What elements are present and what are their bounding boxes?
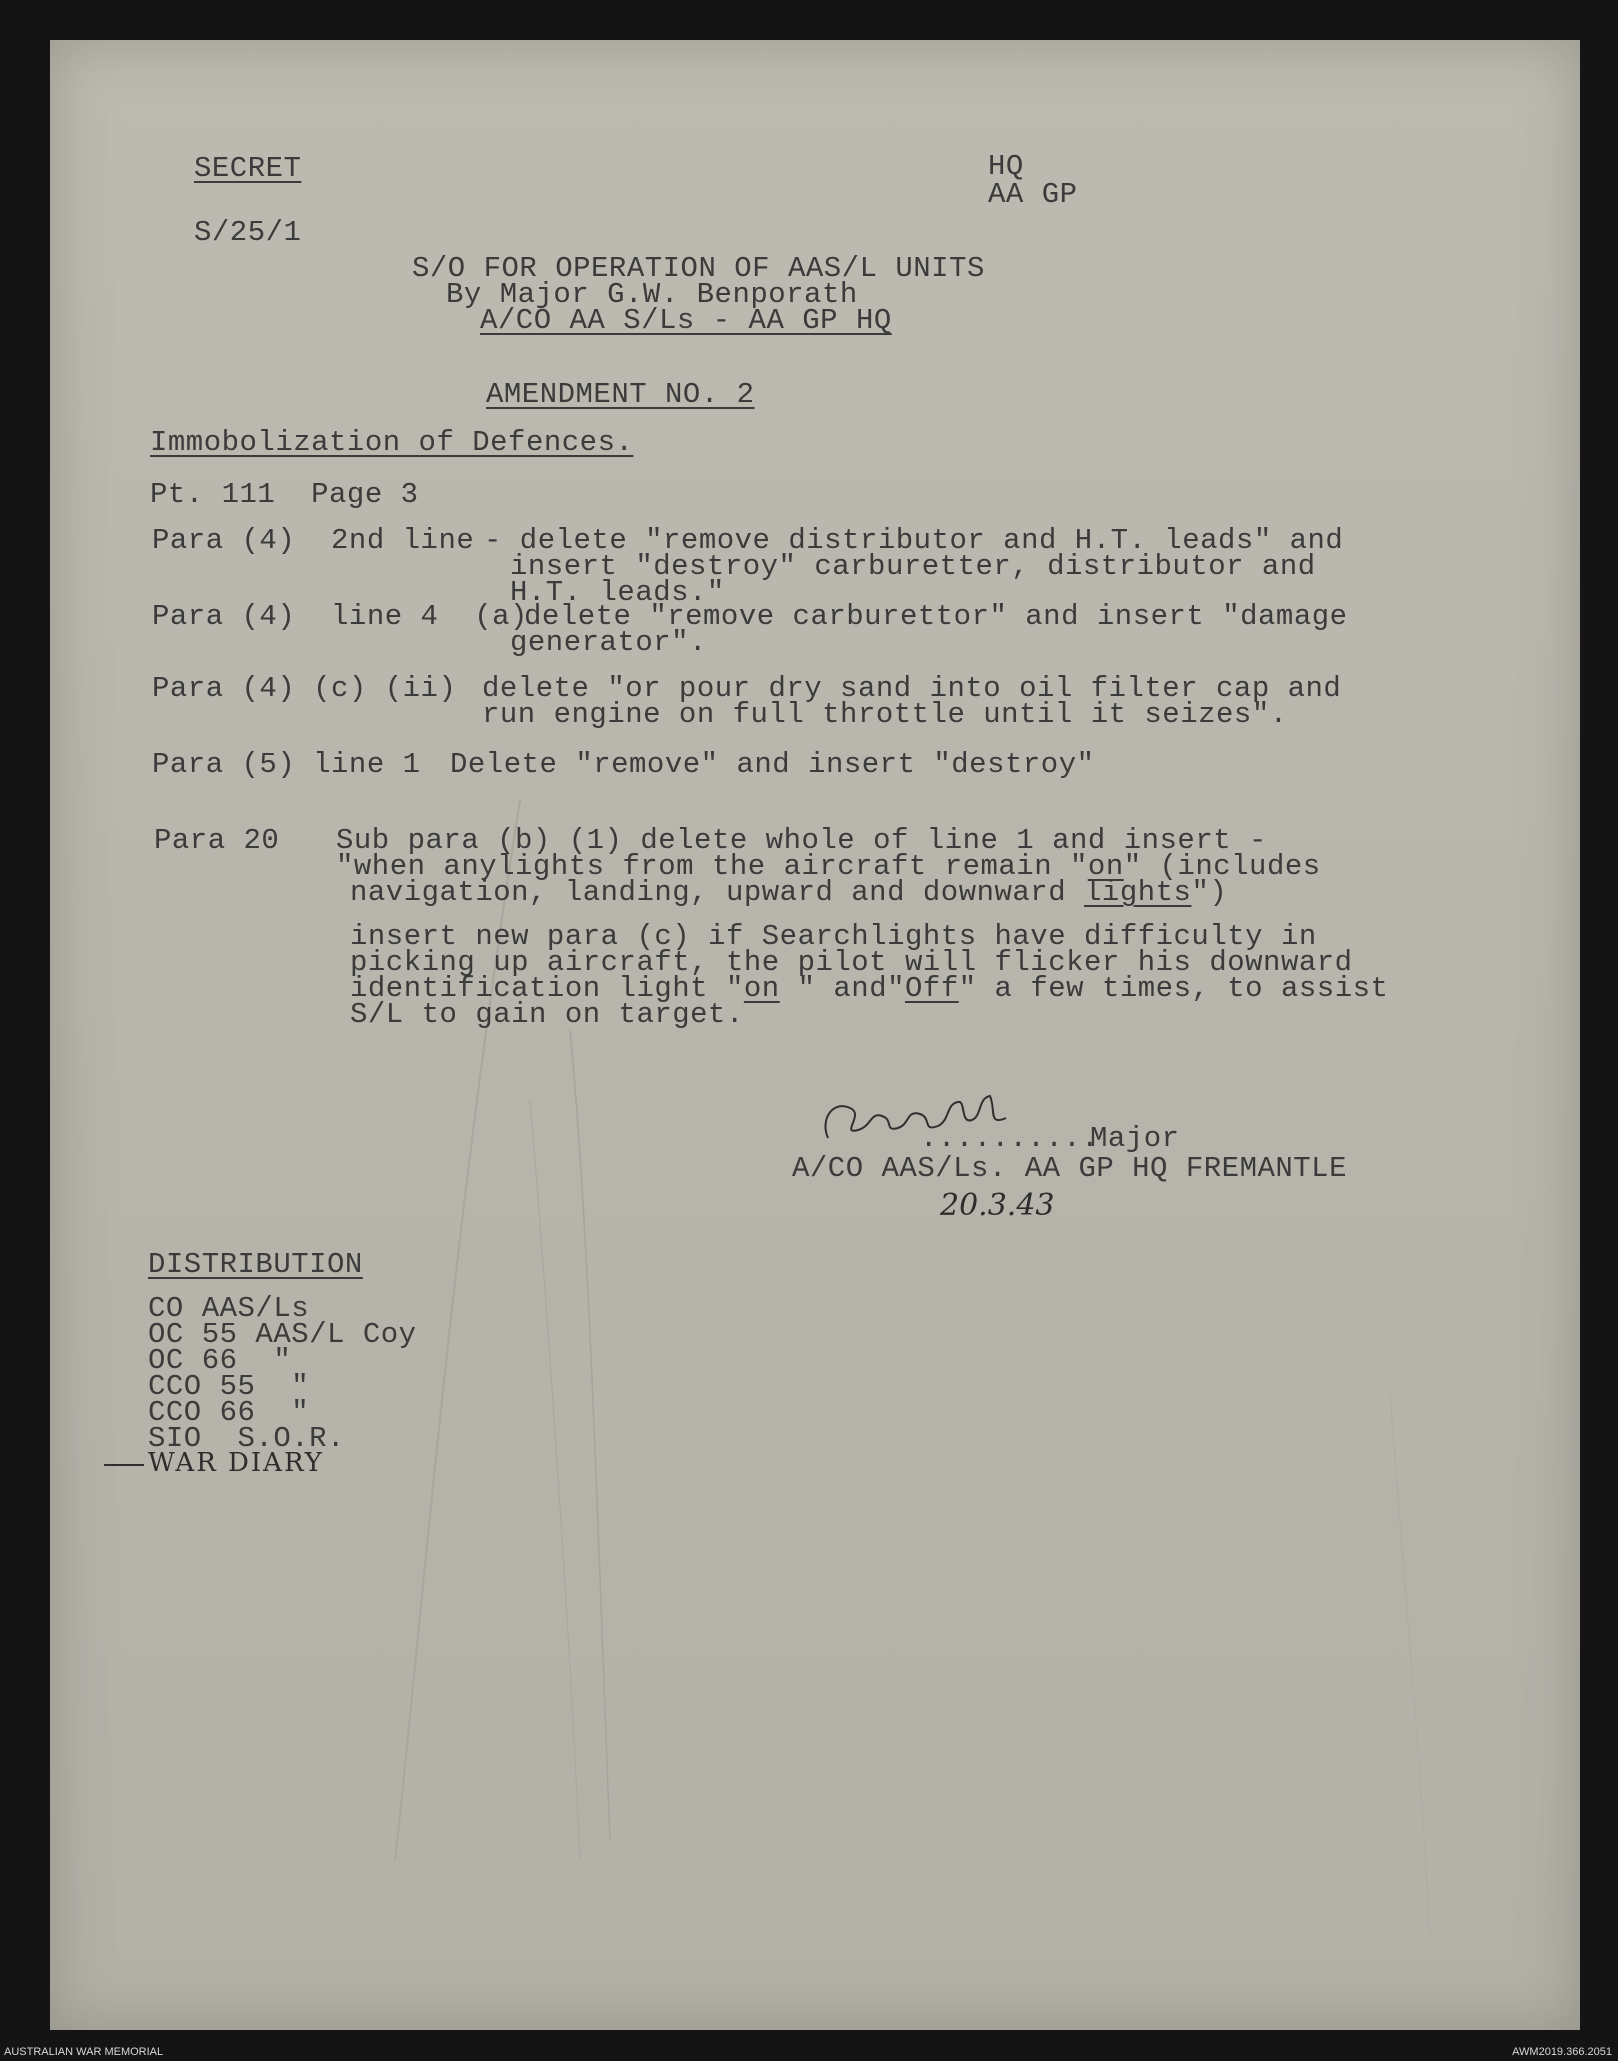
distribution-item: OC 66 " xyxy=(148,1344,292,1377)
para-4c-text: delete "or pour dry sand into oil filter cap and xyxy=(482,672,1342,705)
part-reference: Pt. 111 Page 3 xyxy=(150,478,419,511)
distribution-heading: DISTRIBUTION xyxy=(148,1248,363,1281)
para-20-line-1: Sub para (b) (1) delete whole of line 1 and insert - xyxy=(336,824,1267,857)
para-5-ref: Para (5) line 1 xyxy=(152,748,421,781)
handwritten-dash xyxy=(104,1464,144,1466)
para-20-line-3: navigation, landing, upward and downward lights") xyxy=(350,876,1228,909)
signature-date: 20.3.43 xyxy=(940,1188,1055,1223)
classification: SECRET xyxy=(194,152,302,185)
amendment-number: AMENDMENT NO. 2 xyxy=(486,378,755,411)
distribution-handwritten: WAR DIARY xyxy=(148,1448,324,1478)
distribution-item: OC 55 AAS/L Coy xyxy=(148,1318,417,1351)
file-reference: S/25/1 xyxy=(194,216,302,249)
archive-reference: AWM2019.366.2051 xyxy=(1512,2046,1612,2058)
document-sheet xyxy=(50,40,1580,2030)
para-4-ref: Para (4) 2nd line xyxy=(152,524,475,557)
archive-label: AUSTRALIAN WAR MEMORIAL xyxy=(4,2046,164,2058)
distribution-item: CCO 66 " xyxy=(148,1396,310,1429)
new-para-line-4: S/L to gain on target. xyxy=(350,998,744,1031)
para-4a-text: delete "remove carburettor" and insert "damage xyxy=(524,600,1348,633)
signature-appointment: A/CO AAS/Ls. AA GP HQ FREMANTLE xyxy=(792,1152,1347,1185)
signature-dots: .......... xyxy=(920,1122,1100,1155)
new-para-line-3: identification light "on " and"Off" a few times, to assist xyxy=(350,972,1389,1005)
hq-line-1: HQ xyxy=(988,150,1024,183)
new-para-line-2: picking up aircraft, the pilot will flicker his downward xyxy=(350,946,1353,979)
distribution-item: SIO S.O.R. xyxy=(148,1422,345,1455)
distribution-item: CCO 55 " xyxy=(148,1370,310,1403)
title-line-1: S/O FOR OPERATION OF AAS/L UNITS xyxy=(412,252,985,285)
para-4c-cont: run engine on full throttle until it seizes". xyxy=(482,698,1288,731)
para-4-cont-1: insert "destroy" carburetter, distributor and xyxy=(510,550,1316,583)
distribution-item: CO AAS/Ls xyxy=(148,1292,310,1325)
para-4c-ref: Para (4) (c) (ii) xyxy=(152,672,457,705)
para-4a-ref: Para (4) line 4 (a) xyxy=(152,600,528,633)
para-5-text: Delete "remove" and insert "destroy" xyxy=(450,748,1095,781)
title-line-2: By Major G.W. Benporath xyxy=(446,278,858,311)
signature-rank: Major xyxy=(1090,1122,1180,1155)
title-line-3: A/CO AA S/Ls - AA GP HQ xyxy=(480,304,892,337)
hq-line-2: AA GP xyxy=(988,178,1078,211)
section-heading: Immobolization of Defences. xyxy=(150,426,634,459)
para-20-ref: Para 20 xyxy=(154,824,280,857)
new-para-line-1: insert new para (c) if Searchlights have difficulty in xyxy=(350,920,1317,953)
paper-crease xyxy=(50,40,1580,2030)
para-4a-cont: generator". xyxy=(510,626,707,659)
para-4-cont-2: H.T. leads." xyxy=(510,576,725,609)
para-4-text: - delete "remove distributor and H.T. leads" and xyxy=(484,524,1344,557)
para-20-line-2: "when anylights from the aircraft remain "on" (includes xyxy=(336,850,1321,883)
